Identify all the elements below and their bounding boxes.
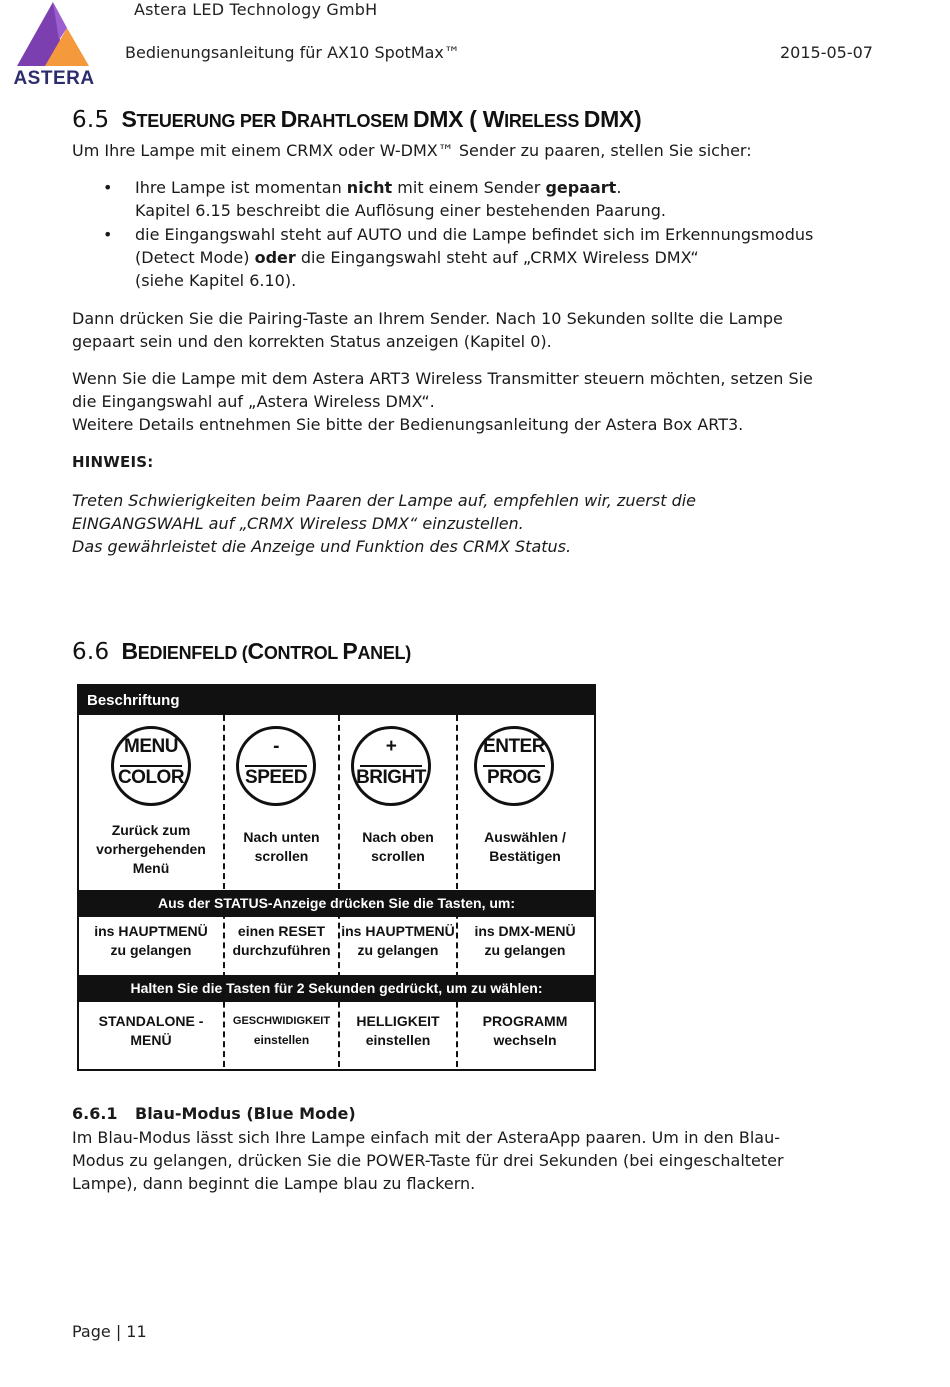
page-number: Page | 11 xyxy=(72,1322,147,1341)
button-description: Zurück zum vorhergehenden Menü xyxy=(96,822,206,876)
status-band: Aus der STATUS-Anzeige drücken Sie die Tasten, um: xyxy=(79,890,594,917)
button-description: Nach unten scrollen xyxy=(243,829,320,864)
hold-action: HELLIGKEIT einstellen xyxy=(356,1013,440,1048)
menu-color-button: MENU COLOR xyxy=(111,726,191,806)
section-heading-6-6: 6.6 BEDIENFELD (CONTROL PANEL) xyxy=(72,638,411,665)
logo-text: ASTERA xyxy=(13,68,95,88)
panel-header: Beschriftung xyxy=(79,686,594,715)
status-action: einen RESET durchzuführen xyxy=(232,923,331,958)
button-description: Nach oben scrollen xyxy=(362,829,434,864)
hold-action: GESCHWIDIGKEIT einstellen xyxy=(232,1015,331,1047)
hold-band: Halten Sie die Tasten für 2 Sekunden gedrückt, um zu wählen: xyxy=(79,975,594,1002)
status-action: ins HAUPTMENÜ zu gelangen xyxy=(94,923,208,958)
status-action: ins HAUPTMENÜ zu gelangen xyxy=(341,923,455,958)
paragraph-pairing: Dann drücken Sie die Pairing-Taste an Ihrem Sender. Nach 10 Sekunden sollte die Lampe gepaart sein und den korrekten Status anzeigen (Kapitel 0). xyxy=(72,309,783,351)
section-heading-6-6-1: 6.6.1 Blau-Modus (Blue Mode) xyxy=(72,1104,356,1123)
hold-action: STANDALONE - MENÜ xyxy=(98,1013,204,1048)
astera-logo xyxy=(7,0,103,88)
paragraph-blue-mode: Im Blau-Modus lässt sich Ihre Lampe einfach mit der AsteraApp paaren. Um in den Blau- Modus zu gelangen, drücken Sie die POWER-Taste für drei Sekunden (bei eingeschalteter Lampe), dann beginnt die Lampe blau zu flackern. xyxy=(72,1128,784,1193)
company-name: Astera LED Technology GmbH xyxy=(134,0,378,19)
control-panel-figure xyxy=(77,684,596,1071)
paragraph-art3: Wenn Sie die Lampe mit dem Astera ART3 Wireless Transmitter steuern möchten, setzen Sie die Eingangswahl auf „Astera Wireless DMX“. Weitere Details entnehmen Sie bitte der Bedienungsanleitung der Astera Box ART3. xyxy=(72,369,813,434)
list-item: Ihre Lampe ist momentan nicht mit einem Sender gepaart. Kapitel 6.15 beschreibt die Auflösung einer bestehenden Paarung. xyxy=(135,178,667,220)
document-date: 2015-05-07 xyxy=(780,43,873,62)
plus-bright-button: + BRIGHT xyxy=(351,726,431,806)
bullet-marker: • xyxy=(103,178,113,197)
section-heading-6-5: 6.5 STEUERUNG PER DRAHTLOSEM DMX ( WIRELESS DMX) xyxy=(72,106,642,133)
status-action: ins DMX-MENÜ zu gelangen xyxy=(474,923,576,958)
note-label: HINWEIS: xyxy=(72,453,154,471)
note-text: Treten Schwierigkeiten beim Paaren der Lampe auf, empfehlen wir, zuerst die EINGANGSWAHL auf „CRMX Wireless DMX“ einzustellen. Das gewährleistet die Anzeige und Funktion des CRMX Status. xyxy=(72,491,697,556)
list-item: die Eingangswahl steht auf AUTO und die Lampe befindet sich im Erkennungsmodus (Detect Mode) oder die Eingangswahl steht auf „CRMX Wireless DMX“ (siehe Kapitel 6.10). xyxy=(135,225,814,290)
button-description: Auswählen / Bestätigen xyxy=(484,829,566,864)
hold-action: PROGRAMM wechseln xyxy=(482,1013,568,1048)
paragraph-intro: Um Ihre Lampe mit einem CRMX oder W-DMX™ Sender zu paaren, stellen Sie sicher: xyxy=(72,141,752,160)
bullet-marker: • xyxy=(103,225,113,244)
minus-speed-button: - SPEED xyxy=(236,726,316,806)
enter-prog-button: ENTER PROG xyxy=(474,726,554,806)
document-title: Bedienungsanleitung für AX10 SpotMax™ xyxy=(125,43,460,62)
